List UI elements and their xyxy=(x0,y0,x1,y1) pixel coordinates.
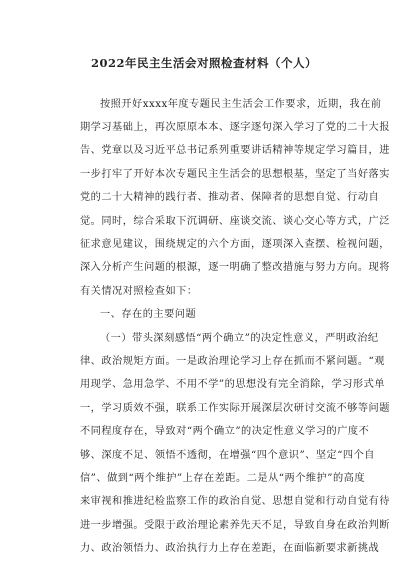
paragraph-line: 一，学习质效不强，联系工作实际开展深层次研讨交流不够等问题 xyxy=(80,403,390,414)
paragraph-line: （一）带头深刻感悟“两个确立”的决定性意义，严明政治纪 xyxy=(100,333,379,344)
paragraph-line: 征求意见建议，围绕规定的六个方面，逐项深入查摆、检视问题， xyxy=(80,239,390,250)
paragraph-line: 力、政治领悟力、政治执行力上存在差距，在面临新要求新挑战 xyxy=(80,543,380,554)
paragraph-line: 期学习基础上，再次原原本本、逐字逐句深入学习了党的二十大报 xyxy=(80,122,390,133)
paragraph-line: 觉。同时，综合采取下沉调研、座谈交流、谈心交心等方式，广泛 xyxy=(80,216,390,227)
document-title: 2022年民主生活会对照检查材料（个人） xyxy=(90,56,317,70)
paragraph-line: 用现学、急用急学、不用不学”的思想没有完全消除，学习形式单 xyxy=(80,379,385,390)
paragraph-line: 不同程度存在，导致对“两个确立”的决定性意义学习的广度不 xyxy=(80,426,370,437)
paragraph-line: 深入分析产生问题的根源，逐一明确了整改措施与努力方向。现将 xyxy=(80,262,390,273)
section-heading: 一、存在的主要问题 xyxy=(100,309,197,320)
paragraph-line: 信”、做到“两个维护”上存在差距。二是从“两个维护”的高度 xyxy=(80,473,366,484)
paragraph-line: 一步打牢了开好本次专题民主生活会的思想根基，坚定了当好落实 xyxy=(80,169,390,180)
paragraph-line: 有关情况对照检查如下： xyxy=(80,286,198,297)
paragraph-line: 进一步增强。受限于政治理论素养先天不足，导致自身在政治判断 xyxy=(80,520,390,531)
paragraph-line: 党的二十大精神的践行者、推动者、保障者的思想自觉、行动自 xyxy=(80,192,380,203)
paragraph-line: 够、深度不足、领悟不透彻，在增强“四个意识”、坚定“四个自 xyxy=(80,450,375,461)
paragraph-line: 告、党章以及习近平总书记系列重要讲话精神等规定学习篇目，进 xyxy=(80,145,390,156)
paragraph-line: 按照开好xxxx年度专题民主生活会工作要求，近期，我在前 xyxy=(100,99,382,110)
paragraph-line: 来审视和推进纪检监察工作的政治自觉、思想自觉和行动自觉有待 xyxy=(80,496,390,507)
paragraph-line: 律、政治规矩方面。一是政治理论学习上存在抓而不紧问题。“观 xyxy=(80,356,385,367)
